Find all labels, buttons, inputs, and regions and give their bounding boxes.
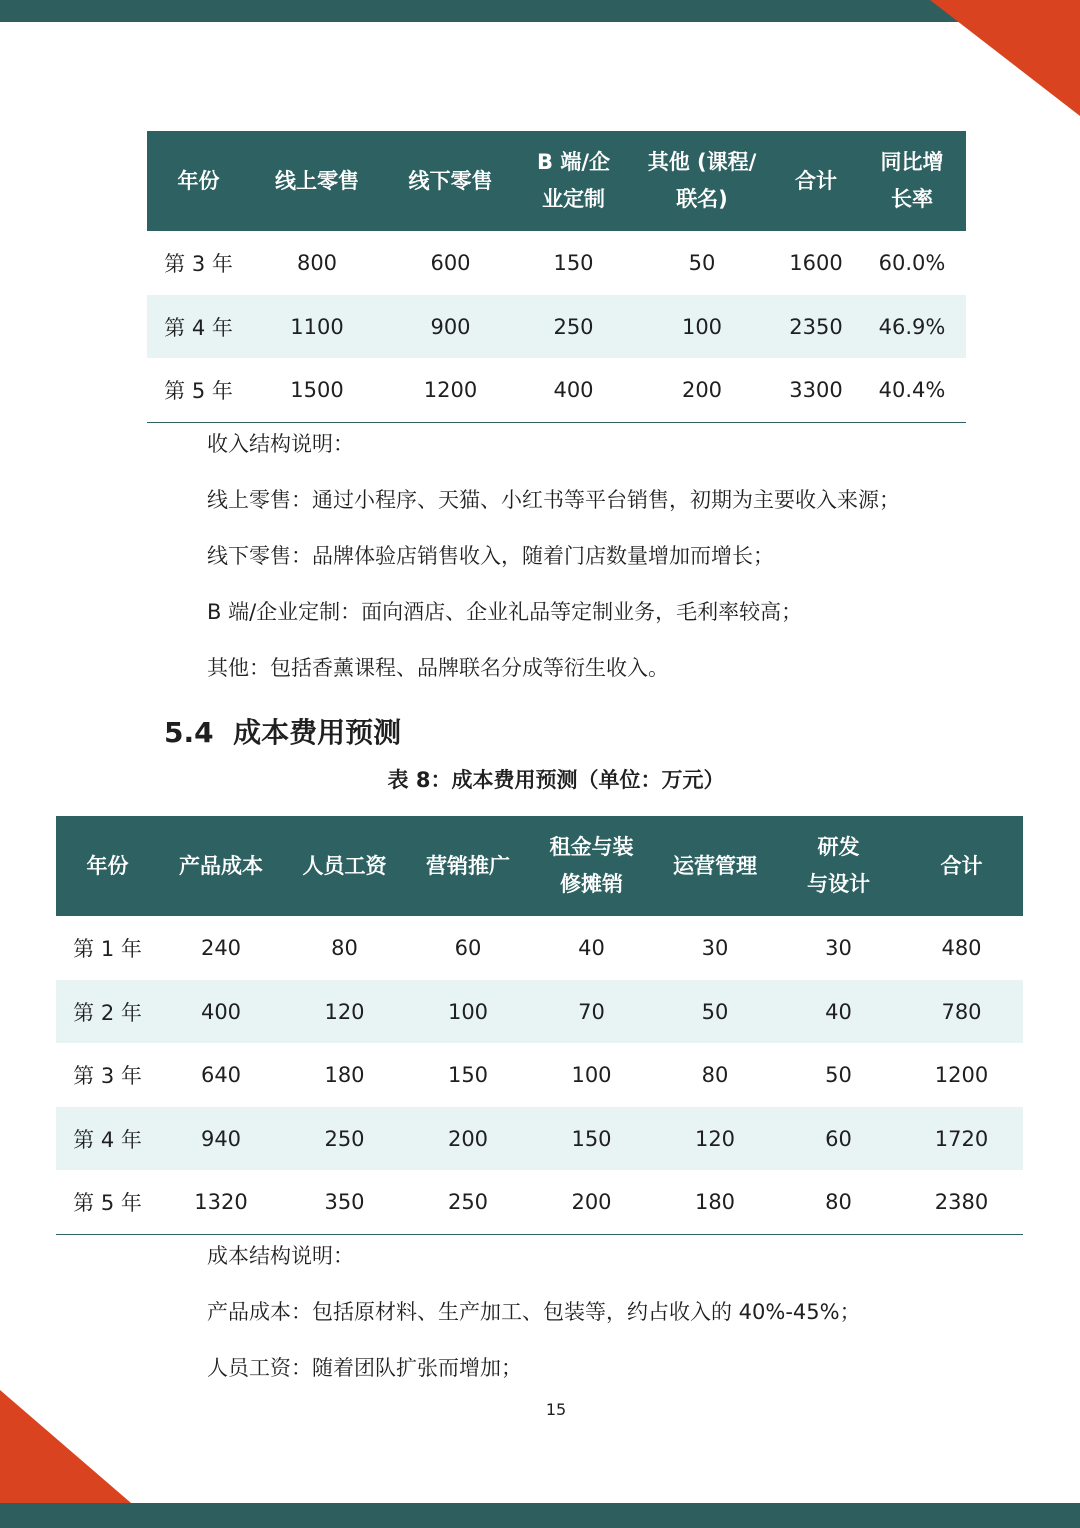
revenue-notes (207, 430, 900, 710)
top-right-corner-decoration (930, 0, 1080, 116)
table-cell: 100 (681, 314, 723, 339)
header-online-retail: 线上零售 (275, 168, 359, 193)
table-cell: 3300 (774, 358, 858, 422)
table-cell: 60.0% (878, 251, 946, 275)
list-item: 产品成本：包括原材料、生产加工、包装等，约占收入的 40%-45%； (207, 1300, 861, 1324)
table-cell: 600 (430, 251, 471, 275)
table-cell: 100 (447, 999, 489, 1024)
list-item: 线上零售：通过小程序、天猫、小红书等平台销售，初期为主要收入来源； (207, 488, 900, 512)
header-rnd-design: 研发 与设计 (807, 835, 870, 896)
table-cell: 第 5 年 (147, 358, 250, 422)
table-cell: 第 2 年 (73, 1000, 142, 1025)
table-cell: 240 (200, 936, 242, 960)
table-cell: 120 (694, 1126, 736, 1151)
table-row (56, 980, 1023, 1043)
section-title-text: 成本费用预测 (233, 716, 402, 749)
table-cell: 150 (447, 1063, 489, 1087)
table-cell: 200 (630, 358, 774, 422)
table-cell: 800 (296, 251, 338, 275)
list-item: 人员工资：随着团队扩张而增加； (207, 1356, 522, 1380)
header-year: 年份 (86, 853, 129, 878)
table-cell: 46.9% (878, 314, 946, 339)
section-heading (164, 713, 401, 753)
bottom-band (0, 1503, 1080, 1528)
table-row (147, 231, 966, 295)
cost-table (56, 816, 1023, 1235)
table-cell: 30 (701, 936, 729, 960)
page-number: 15 (545, 1400, 567, 1419)
table-row (147, 358, 966, 422)
header-rent-amortization: 租金与装 修摊销 (549, 835, 634, 896)
top-band (0, 0, 1080, 22)
cost-notes-title: 成本结构说明： (207, 1244, 354, 1268)
table-cell: 50 (825, 1063, 852, 1087)
header-total: 合计 (795, 168, 837, 193)
revenue-table-header-row (147, 131, 966, 231)
table-cell: 1500 (250, 358, 384, 422)
table-cell: 640 (200, 1063, 242, 1087)
header-marketing: 营销推广 (426, 853, 510, 878)
list-item: 其他：包括香薰课程、品牌联名分成等衍生收入。 (207, 656, 669, 680)
table-row (56, 1107, 1023, 1170)
table-cell: 1320 (159, 1170, 283, 1234)
table-cell: 第 3 年 (164, 252, 233, 276)
header-product-cost: 产品成本 (179, 853, 263, 878)
table-cell: 30 (825, 936, 852, 960)
table-cell: 80 (701, 1063, 729, 1087)
header-year: 年份 (177, 168, 220, 193)
table-cell: 1600 (789, 251, 843, 275)
table-row (56, 1043, 1023, 1107)
table-cell: 940 (200, 1126, 242, 1151)
table-cell: 150 (553, 251, 594, 275)
section-number: 5.4 (164, 716, 214, 749)
table-cell: 100 (571, 1063, 612, 1087)
revenue-notes-title: 收入结构说明： (207, 432, 354, 456)
table-cell: 1720 (934, 1126, 989, 1151)
cost-notes (207, 1242, 861, 1410)
table-cell: 第 4 年 (73, 1127, 142, 1152)
table-cell: 第 3 年 (73, 1064, 142, 1088)
header-yoy-growth: 同比增 长率 (880, 150, 944, 211)
table-cell: 2350 (789, 314, 843, 339)
list-item: B 端/企业定制：面向酒店、企业礼品等定制业务，毛利率较高； (207, 600, 803, 624)
header-total: 合计 (940, 853, 983, 878)
table-cell: 250 (553, 314, 594, 339)
table-cell: 70 (578, 999, 605, 1024)
header-operations: 运营管理 (673, 853, 757, 878)
table-cell: 1200 (934, 1063, 989, 1087)
table-cell: 第 1 年 (73, 937, 142, 961)
header-offline-retail: 线下零售 (408, 168, 493, 193)
table-cell: 60 (454, 936, 482, 960)
table-row (56, 916, 1023, 980)
table-cell: 400 (200, 999, 242, 1024)
table-cell: 50 (701, 999, 729, 1024)
table-cell: 40.4% (858, 358, 966, 422)
table-cell: 200 (447, 1126, 489, 1151)
table-cell: 120 (324, 999, 365, 1024)
table-row (56, 1170, 1023, 1234)
table-caption: 表 8：成本费用预测（单位：万元） (387, 768, 725, 792)
table-cell: 200 (530, 1170, 653, 1234)
table-cell: 80 (777, 1170, 900, 1234)
table-cell: 150 (571, 1126, 612, 1151)
table-cell: 50 (688, 251, 716, 275)
list-item: 线下零售：品牌体验店销售收入，随着门店数量增加而增长； (207, 544, 774, 568)
table-row (147, 295, 966, 358)
table-cell: 第 4 年 (164, 315, 233, 340)
table-cell: 400 (517, 358, 630, 422)
table-cell: 780 (941, 999, 982, 1024)
table-cell: 80 (331, 936, 358, 960)
table-cell: 250 (324, 1126, 365, 1151)
header-b2b-custom: B 端/企 业定制 (537, 150, 610, 211)
header-other: 其他 (课程/ 联名) (647, 150, 757, 211)
table-cell: 900 (430, 314, 471, 339)
table-cell: 480 (941, 936, 982, 960)
table-cell: 40 (578, 936, 605, 960)
table-cell: 350 (283, 1170, 406, 1234)
table-cell: 250 (406, 1170, 530, 1234)
table-cell: 180 (653, 1170, 777, 1234)
table-cell: 60 (825, 1126, 852, 1151)
table-cell: 1100 (290, 314, 344, 339)
cost-table-header-row (56, 816, 1023, 916)
table-cell: 180 (324, 1063, 365, 1087)
table-cell: 第 5 年 (56, 1170, 159, 1234)
revenue-table (147, 131, 966, 423)
table-cell: 1200 (384, 358, 517, 422)
table-cell: 2380 (900, 1170, 1023, 1234)
header-staff-salary: 人员工资 (302, 853, 387, 878)
table-cell: 40 (825, 999, 852, 1024)
